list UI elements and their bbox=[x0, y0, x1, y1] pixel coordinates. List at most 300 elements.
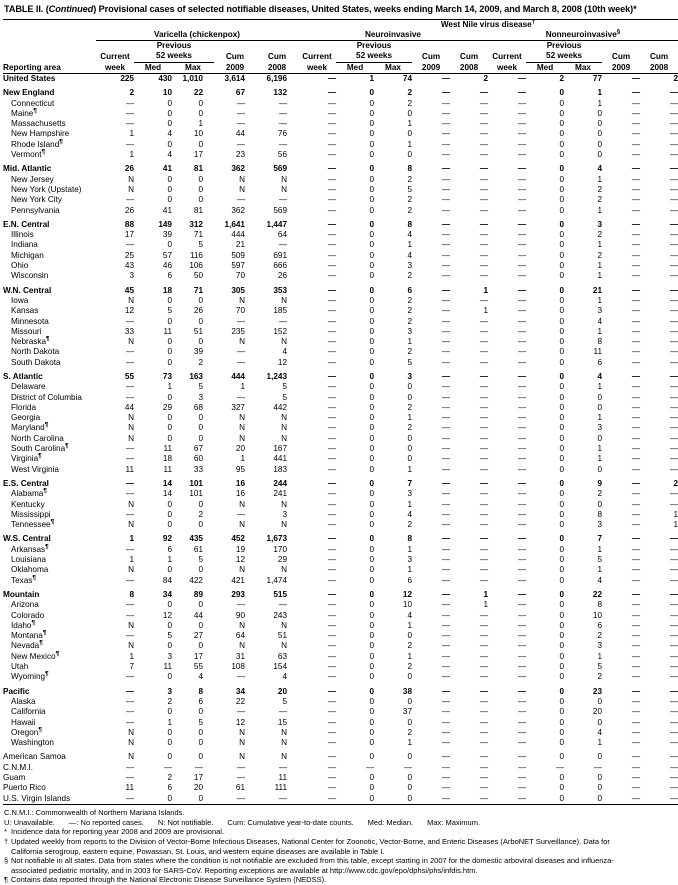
row-area-label: Utah bbox=[11, 662, 29, 672]
row-value-cell: — bbox=[669, 250, 678, 260]
row-value-cell: 8 bbox=[597, 337, 603, 347]
row-value-cell: — bbox=[631, 555, 641, 565]
row-value-cell: — bbox=[631, 271, 641, 281]
header-neuro-current: Current bbox=[302, 51, 332, 61]
table-row bbox=[3, 576, 678, 586]
row-area-label: New Hampshire bbox=[11, 129, 70, 139]
row-value-cell: — bbox=[631, 544, 641, 554]
row-value-cell: 2 bbox=[407, 88, 413, 98]
row-value-cell: 4 bbox=[597, 316, 603, 326]
header-spacer-v-cum09 bbox=[214, 41, 256, 52]
row-value-cell: 18 bbox=[162, 454, 172, 464]
row-value-cell: N bbox=[281, 499, 288, 509]
row-value-cell: — bbox=[669, 555, 678, 565]
row-value-cell: — bbox=[669, 752, 678, 762]
header-nonneuro-cum-label-08: Cum bbox=[649, 51, 669, 61]
row-value-cell: — bbox=[479, 357, 489, 367]
table-row bbox=[3, 697, 678, 707]
row-value-cell: — bbox=[441, 261, 451, 271]
row-value-cell: — bbox=[441, 73, 451, 83]
row-value-cell: — bbox=[327, 150, 337, 160]
row-value-cell: 33 bbox=[193, 464, 203, 474]
row-value-cell: 4 bbox=[282, 347, 288, 357]
footnote-marker-pilcrow: ¶ bbox=[33, 107, 37, 115]
row-value-cell: 4 bbox=[167, 150, 172, 160]
row-value-cell: 0 bbox=[167, 119, 172, 129]
row-value-cell: 0 bbox=[167, 392, 172, 402]
row-value-cell: 71 bbox=[193, 230, 203, 240]
row-value-cell: 442 bbox=[273, 402, 288, 412]
row-value-cell: 26 bbox=[277, 271, 288, 281]
row-value-cell: 0 bbox=[559, 478, 565, 488]
row-value-cell: — bbox=[327, 631, 337, 641]
table-row bbox=[3, 718, 678, 728]
footnote-cnmi: C.N.M.I.: Commonwealth of Northern Mariana Islands. bbox=[4, 807, 185, 817]
table-row bbox=[3, 534, 678, 544]
row-value-cell: 4 bbox=[167, 129, 172, 139]
row-value-cell: — bbox=[441, 433, 451, 443]
row-value-cell: 0 bbox=[559, 382, 565, 392]
row-value-cell: 1 bbox=[597, 444, 603, 454]
row-value-cell: 0 bbox=[198, 707, 203, 717]
row-area-label: North Dakota bbox=[11, 347, 60, 357]
row-value-cell: 14 bbox=[162, 478, 172, 488]
row-value-cell: 0 bbox=[407, 444, 413, 454]
row-value-cell: 0 bbox=[369, 544, 375, 554]
row-value-cell: 0 bbox=[369, 575, 375, 585]
footnote-marker-pilcrow: ¶ bbox=[41, 148, 46, 156]
row-value-cell: 0 bbox=[369, 295, 375, 305]
row-value-cell: — bbox=[441, 662, 451, 672]
row-value-cell: — bbox=[327, 544, 337, 554]
row-area-label: Wisconsin bbox=[11, 271, 49, 281]
row-value-cell: 0 bbox=[559, 88, 565, 98]
row-value-cell: — bbox=[236, 119, 245, 129]
row-value-cell: 452 bbox=[231, 534, 245, 544]
header-group-neuroinvasive-label: Neuroinvasive bbox=[365, 29, 421, 39]
row-value-cell: — bbox=[517, 357, 527, 367]
row-value-cell: — bbox=[327, 534, 337, 544]
table-row bbox=[3, 251, 678, 261]
row-value-cell: — bbox=[669, 610, 678, 620]
row-value-cell: — bbox=[327, 575, 337, 585]
row-value-cell: — bbox=[593, 762, 603, 772]
row-value-cell: 5 bbox=[282, 392, 288, 402]
header-group-neuroinvasive bbox=[298, 30, 488, 41]
row-value-cell: 22 bbox=[592, 589, 603, 599]
row-value-cell: N bbox=[128, 423, 134, 433]
footnote-marker-pilcrow: ¶ bbox=[32, 573, 36, 581]
row-value-cell: — bbox=[125, 478, 134, 488]
row-area-label: Michigan bbox=[11, 250, 44, 260]
row-value-cell: — bbox=[631, 565, 641, 575]
row-value-cell: 0 bbox=[369, 108, 375, 118]
row-value-cell: 0 bbox=[559, 240, 565, 250]
row-value-cell: — bbox=[479, 772, 489, 782]
row-value-cell: — bbox=[669, 164, 678, 174]
row-value-cell: — bbox=[517, 717, 527, 727]
row-value-cell: 2 bbox=[407, 316, 413, 326]
row-value-cell: 11 bbox=[163, 464, 172, 474]
row-area-label: Wyoming¶ bbox=[11, 670, 49, 682]
row-value-cell: 2 bbox=[597, 672, 603, 682]
row-value-cell: 0 bbox=[597, 402, 603, 412]
row-value-cell: 0 bbox=[369, 454, 375, 464]
footnote-marker-pilcrow: ¶ bbox=[50, 518, 55, 526]
row-area-label: Delaware bbox=[11, 382, 46, 392]
row-value-cell: 0 bbox=[167, 295, 172, 305]
row-value-cell: — bbox=[236, 707, 245, 717]
footnote-text: Updated weekly from reports to the Division of Vector-Borne Infectious Diseases, National Center for Zoonotic, Vector-Borne, and Enteric Diseases (ArboNET Surveillance). Data for California serogroup, eastern equine, Powassan, St. Louis, and western equine diseases are available in Table I. bbox=[11, 837, 610, 856]
row-value-cell: — bbox=[517, 555, 527, 565]
row-area-label: Washington bbox=[11, 738, 54, 748]
row-value-cell: — bbox=[236, 509, 245, 519]
header-spacer-area-4 bbox=[3, 51, 96, 62]
row-value-cell: 0 bbox=[198, 174, 203, 184]
row-value-cell: — bbox=[479, 337, 489, 347]
header-group-nonneuroinvasive bbox=[488, 30, 678, 41]
row-value-cell: 2 bbox=[407, 306, 413, 316]
row-value-cell: — bbox=[327, 250, 337, 260]
row-value-cell: 116 bbox=[189, 250, 203, 260]
row-value-cell: — bbox=[479, 672, 489, 682]
row-area-label: Louisiana bbox=[11, 555, 47, 565]
row-value-cell: 0 bbox=[369, 499, 375, 509]
row-value-cell: — bbox=[631, 174, 641, 184]
row-value-cell: — bbox=[669, 651, 678, 661]
row-value-cell: — bbox=[441, 672, 451, 682]
row-value-cell: 1 bbox=[167, 717, 172, 727]
table-row bbox=[3, 555, 678, 565]
row-value-cell: — bbox=[236, 672, 245, 682]
row-value-cell: — bbox=[479, 295, 489, 305]
row-value-cell: 3 bbox=[407, 555, 413, 565]
row-value-cell: 70 bbox=[235, 271, 245, 281]
row-value-cell: 0 bbox=[369, 382, 375, 392]
row-value-cell: 88 bbox=[124, 219, 134, 229]
row-value-cell: — bbox=[669, 489, 678, 499]
row-value-cell: — bbox=[327, 600, 337, 610]
row-value-cell: 1 bbox=[129, 651, 134, 661]
row-value-cell: 0 bbox=[559, 544, 565, 554]
row-value-cell: 3 bbox=[407, 261, 413, 271]
row-value-cell: 2 bbox=[407, 423, 413, 433]
row-value-cell: — bbox=[441, 230, 451, 240]
header-nonneuro-max: Max bbox=[564, 62, 602, 73]
table-row bbox=[3, 271, 678, 281]
row-value-cell: 61 bbox=[235, 783, 245, 793]
row-value-cell: — bbox=[669, 174, 678, 184]
row-value-cell: 1 bbox=[597, 88, 603, 98]
row-value-cell: 31 bbox=[235, 651, 245, 661]
row-value-cell: — bbox=[441, 631, 451, 641]
row-value-cell: 0 bbox=[369, 195, 375, 205]
row-value-cell: 2 bbox=[407, 98, 413, 108]
row-value-cell: — bbox=[327, 205, 337, 215]
row-value-cell: — bbox=[479, 509, 489, 519]
footnote-marker-pilcrow: ¶ bbox=[44, 421, 49, 429]
row-value-cell: — bbox=[327, 686, 337, 696]
table-row bbox=[3, 358, 678, 368]
row-value-cell: 0 bbox=[198, 620, 203, 630]
row-value-cell: — bbox=[631, 772, 641, 782]
row-value-cell: N bbox=[128, 499, 134, 509]
row-value-cell: 0 bbox=[198, 433, 203, 443]
row-value-cell: N bbox=[281, 520, 288, 530]
row-value-cell: 12 bbox=[235, 717, 245, 727]
row-area-label: Puerto Rico bbox=[3, 783, 46, 793]
row-value-cell: 441 bbox=[273, 454, 288, 464]
row-value-cell: 7 bbox=[407, 478, 413, 488]
row-value-cell: — bbox=[441, 610, 451, 620]
row-value-cell: 2 bbox=[167, 696, 172, 706]
row-value-cell: 666 bbox=[273, 261, 288, 271]
row-value-cell: — bbox=[517, 620, 527, 630]
row-value-cell: 10 bbox=[193, 129, 203, 139]
table-row bbox=[3, 738, 678, 748]
row-value-cell: N bbox=[239, 641, 245, 651]
row-value-cell: — bbox=[631, 696, 641, 706]
row-value-cell: — bbox=[441, 337, 451, 347]
row-value-cell: 6 bbox=[407, 575, 413, 585]
row-value-cell: — bbox=[631, 423, 641, 433]
row-value-cell: 22 bbox=[193, 88, 203, 98]
row-value-cell: — bbox=[327, 783, 337, 793]
header-varicella-current: Current bbox=[100, 51, 130, 61]
row-value-cell: — bbox=[441, 382, 451, 392]
row-value-cell: N bbox=[239, 413, 245, 423]
row-value-cell: — bbox=[450, 794, 488, 805]
row-value-cell: 0 bbox=[407, 783, 413, 793]
header-varicella-cum-label-09: Cum bbox=[225, 51, 245, 61]
row-value-cell: — bbox=[631, 641, 641, 651]
row-value-cell: — bbox=[669, 150, 678, 160]
header-neuro-cum2009: 2009 bbox=[412, 62, 450, 73]
row-value-cell: 0 bbox=[559, 641, 565, 651]
row-value-cell: 132 bbox=[273, 88, 288, 98]
row-value-cell: — bbox=[327, 520, 337, 530]
row-value-cell: — bbox=[631, 250, 641, 260]
row-value-cell: — bbox=[441, 499, 451, 509]
row-value-cell: — bbox=[479, 727, 489, 737]
row-value-cell: — bbox=[441, 696, 451, 706]
row-value-cell: — bbox=[327, 337, 337, 347]
row-value-cell: N bbox=[281, 413, 288, 423]
row-value-cell: — bbox=[669, 641, 678, 651]
row-value-cell: 92 bbox=[162, 534, 172, 544]
row-value-cell: 1 bbox=[597, 454, 603, 464]
row-value-cell: 61 bbox=[193, 544, 203, 554]
row-value-cell: — bbox=[441, 316, 451, 326]
row-value-cell: — bbox=[278, 108, 288, 118]
row-value-cell: — bbox=[327, 240, 337, 250]
row-value-cell: 43 bbox=[124, 261, 134, 271]
row-value-cell: 55 bbox=[124, 372, 134, 381]
row-value-cell: 33 bbox=[124, 326, 134, 336]
row-value-cell: 4 bbox=[597, 727, 603, 737]
table-row bbox=[3, 763, 678, 773]
row-value-cell: 305 bbox=[231, 285, 245, 295]
row-value-cell: 0 bbox=[167, 423, 172, 433]
row-value-cell: — bbox=[441, 184, 451, 194]
row-value-cell: — bbox=[441, 651, 451, 661]
header-varicella-cum2008: 2008 bbox=[256, 62, 298, 73]
row-value-cell: — bbox=[125, 382, 134, 392]
row-value-cell: — bbox=[441, 738, 451, 748]
row-value-cell: 569 bbox=[273, 164, 288, 174]
row-area-label: Virginia¶ bbox=[11, 452, 42, 464]
row-value-cell: — bbox=[479, 326, 489, 336]
row-value-cell: — bbox=[517, 520, 527, 530]
row-value-cell: — bbox=[631, 509, 641, 519]
row-value-cell: 0 bbox=[369, 205, 375, 215]
row-value-cell: 2 bbox=[198, 357, 203, 367]
row-value-cell: 89 bbox=[193, 589, 203, 599]
row-area-label: Missouri bbox=[11, 326, 42, 336]
row-value-cell: — bbox=[517, 707, 527, 717]
row-value-cell: — bbox=[479, 271, 489, 281]
row-value-cell: 0 bbox=[597, 752, 603, 762]
row-value-cell: — bbox=[631, 164, 641, 174]
row-value-cell: — bbox=[327, 662, 337, 672]
row-value-cell: 106 bbox=[189, 261, 203, 271]
row-value-cell: — bbox=[669, 686, 678, 696]
row-value-cell: 0 bbox=[559, 164, 565, 174]
row-value-cell: 2 bbox=[407, 727, 413, 737]
row-value-cell: 0 bbox=[564, 794, 602, 805]
row-value-cell: 444 bbox=[231, 230, 245, 240]
row-value-cell: — bbox=[517, 372, 527, 381]
row-value-cell: — bbox=[236, 762, 245, 772]
row-value-cell: — bbox=[669, 464, 678, 474]
row-value-cell: 0 bbox=[369, 444, 375, 454]
row-value-cell: — bbox=[125, 772, 134, 782]
row-value-cell: 0 bbox=[167, 174, 172, 184]
row-value-cell: — bbox=[214, 794, 256, 805]
row-area-label: District of Columbia bbox=[11, 392, 82, 402]
row-value-cell: — bbox=[479, 696, 489, 706]
header-spacer-v-current bbox=[96, 41, 134, 52]
row-value-cell: — bbox=[517, 271, 527, 281]
row-value-cell: — bbox=[517, 762, 527, 772]
row-value-cell: 0 bbox=[559, 610, 565, 620]
row-value-cell: — bbox=[125, 707, 134, 717]
row-value-cell: 45 bbox=[124, 285, 134, 295]
row-value-cell: 1 bbox=[167, 382, 172, 392]
row-value-cell: — bbox=[441, 464, 451, 474]
row-value-cell: — bbox=[517, 184, 527, 194]
row-value-cell: N bbox=[281, 295, 288, 305]
row-value-cell: — bbox=[96, 794, 134, 805]
row-value-cell: — bbox=[669, 295, 678, 305]
row-value-cell: — bbox=[517, 423, 527, 433]
row-value-cell: — bbox=[479, 219, 489, 229]
row-value-cell: — bbox=[327, 285, 337, 295]
row-value-cell: 0 bbox=[369, 727, 375, 737]
row-area-label: Pennsylvania bbox=[11, 205, 60, 215]
row-value-cell: 0 bbox=[198, 752, 203, 762]
row-value-cell: 41 bbox=[162, 164, 172, 174]
table-row bbox=[3, 185, 678, 195]
row-value-cell: — bbox=[631, 631, 641, 641]
row-value-cell: N bbox=[239, 738, 245, 748]
row-value-cell: — bbox=[631, 707, 641, 717]
row-value-cell: — bbox=[441, 402, 451, 412]
row-value-cell: — bbox=[631, 372, 641, 381]
row-value-cell: 1 bbox=[369, 73, 375, 83]
row-area-label: Idaho¶ bbox=[11, 619, 36, 630]
row-value-cell: — bbox=[631, 195, 641, 205]
row-value-cell: 0 bbox=[559, 357, 565, 367]
row-value-cell: 1 bbox=[407, 464, 413, 474]
row-value-cell: 20 bbox=[277, 686, 288, 696]
row-area-label: New England bbox=[3, 88, 55, 98]
row-value-cell: 0 bbox=[559, 413, 565, 423]
row-value-cell: — bbox=[327, 707, 337, 717]
header-spacer-n-current bbox=[298, 41, 336, 52]
table-row bbox=[3, 337, 678, 347]
table-row bbox=[3, 465, 678, 475]
row-value-cell: N bbox=[128, 174, 134, 184]
row-value-cell: 0 bbox=[369, 600, 375, 610]
row-value-cell: 1,243 bbox=[266, 372, 288, 381]
row-value-cell: 0 bbox=[369, 534, 375, 544]
row-value-cell: — bbox=[125, 631, 134, 641]
row-value-cell: 1 bbox=[407, 337, 413, 347]
row-area-label: New Jersey bbox=[11, 174, 54, 184]
footnote-marker-pilcrow: ¶ bbox=[55, 649, 60, 657]
row-value-cell: — bbox=[441, 762, 451, 772]
table-row bbox=[3, 600, 678, 610]
row-value-cell: — bbox=[441, 707, 451, 717]
row-value-cell: — bbox=[631, 392, 641, 402]
row-value-cell: 0 bbox=[167, 316, 172, 326]
row-value-cell: — bbox=[669, 600, 678, 610]
row-value-cell: 23 bbox=[592, 686, 603, 696]
row-value-cell: 0 bbox=[198, 499, 203, 509]
row-value-cell: — bbox=[365, 762, 375, 772]
abbreviation-item: Med: Median. bbox=[367, 817, 414, 827]
row-value-cell: — bbox=[479, 454, 489, 464]
row-value-cell: — bbox=[517, 174, 527, 184]
row-value-cell: 0 bbox=[559, 250, 565, 260]
table-row bbox=[3, 545, 678, 555]
row-value-cell: — bbox=[479, 575, 489, 585]
notifiable-diseases-table bbox=[3, 19, 678, 805]
row-value-cell: 0 bbox=[369, 316, 375, 326]
row-value-cell: — bbox=[479, 195, 489, 205]
row-value-cell: — bbox=[631, 357, 641, 367]
row-value-cell: — bbox=[669, 139, 678, 149]
row-value-cell: — bbox=[631, 205, 641, 215]
header-reporting-area: Reporting area bbox=[3, 62, 96, 73]
row-value-cell: — bbox=[479, 499, 489, 509]
row-value-cell: — bbox=[631, 738, 641, 748]
row-value-cell: 111 bbox=[274, 783, 288, 793]
header-spacer-nn-current bbox=[488, 41, 526, 52]
row-value-cell: — bbox=[517, 108, 527, 118]
row-value-cell: — bbox=[517, 600, 527, 610]
row-value-cell: — bbox=[479, 686, 489, 696]
row-value-cell: 0 bbox=[597, 108, 603, 118]
row-value-cell: — bbox=[631, 672, 641, 682]
row-value-cell: 5 bbox=[597, 662, 603, 672]
row-value-cell: 3 bbox=[282, 509, 288, 519]
row-value-cell: 0 bbox=[167, 195, 172, 205]
row-value-cell: 17 bbox=[193, 651, 203, 661]
row-value-cell: 4 bbox=[198, 672, 203, 682]
row-value-cell: 0 bbox=[407, 717, 413, 727]
